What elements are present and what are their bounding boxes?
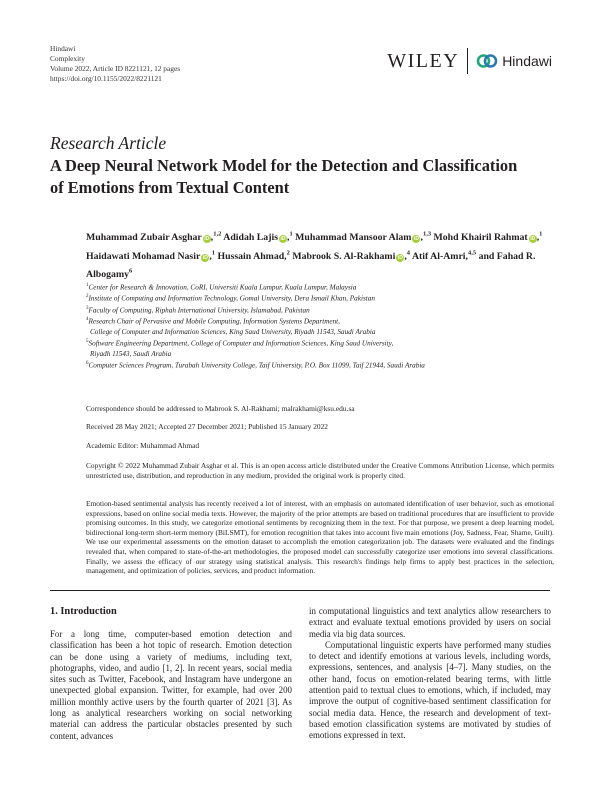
author-name: Muhammad Mansoor Alam bbox=[295, 232, 412, 244]
publisher-name: Hindawi bbox=[50, 44, 76, 53]
author-name: and Fahad R. Albogamy bbox=[86, 250, 536, 281]
affiliation-number: 4 bbox=[86, 317, 89, 323]
author-name: Mabrook S. Al-Rakhami bbox=[292, 250, 396, 262]
author-entry: Adidah Lajis iD ,$^1$ bbox=[223, 231, 293, 244]
orcid-icon[interactable]: iD bbox=[397, 254, 403, 261]
author-affiliation-sup: 4 bbox=[406, 249, 411, 257]
affiliation-text: Software Engineering Department, College of Computer and Information Sciences, King Saud University, bbox=[88, 339, 394, 348]
affiliation-item bbox=[86, 304, 556, 315]
hindawi-wordmark: Hindawi bbox=[502, 53, 552, 69]
author-name: Adidah Lajis bbox=[223, 232, 279, 244]
author-affiliation-sup: 1,3 bbox=[422, 231, 432, 238]
affiliation-text: Computer Sciences Program, Turabah University College, Taif University, P.O. Box 11099, Taif 21944, Saudi Arabia bbox=[88, 361, 425, 369]
orcid-icon[interactable]: iD bbox=[204, 236, 210, 243]
logo-divider bbox=[467, 48, 468, 74]
author-affiliation-sup: 2 bbox=[286, 249, 290, 257]
author-entry bbox=[217, 251, 289, 262]
author-affiliation-sup: 1 bbox=[539, 231, 543, 238]
paper-title: A Deep Neural Network Model for the Detection and Classification of Emotions from Textual Content bbox=[50, 156, 518, 197]
author-name: Haidawati Mohamad Nasir bbox=[86, 250, 201, 262]
author-entry: Muhammad Mansoor Alam iD ,$^{1,3}$ bbox=[295, 231, 432, 244]
affiliation-list bbox=[86, 281, 556, 370]
author-affiliation-sup: 1 bbox=[211, 249, 216, 257]
orcid-icon[interactable]: iD bbox=[280, 236, 286, 243]
affiliation-item bbox=[86, 315, 556, 326]
hindawi-logo bbox=[476, 53, 552, 69]
author-entry: Haidawati Mohamad Nasir iD ,$^1$ bbox=[86, 249, 216, 262]
hindawi-mark-icon bbox=[476, 53, 498, 69]
author-entry: Mabrook S. Al-Rakhami iD ,$^4$ bbox=[292, 249, 411, 262]
author-name: Atif Al-Amri, bbox=[411, 250, 468, 262]
correspondence-line: Correspondence should be addressed to Mabrook S. Al-Rakhami; malrakhami@ksu.edu.sa bbox=[86, 404, 355, 413]
publisher-logos bbox=[387, 48, 552, 74]
journal-name: Complexity bbox=[50, 54, 85, 63]
intro-paragraph-continued: in computational linguistics and text analytics allow researchers to extract and evaluate textual emotions provided by users on social media via big data sources. bbox=[309, 606, 551, 639]
section-heading: 1. Introduction bbox=[50, 606, 117, 617]
affiliation-text: Institute of Computing and Information Technology, Gomal University, Dera Ismail Khan, Pakistan bbox=[88, 294, 375, 303]
journal-meta bbox=[50, 44, 180, 84]
affiliation-number: 1 bbox=[86, 283, 89, 288]
received-dates: Received 28 May 2021; Accepted 27 December 2021; Published 15 January 2022 bbox=[86, 422, 328, 431]
affiliation-text: Faculty of Computing, Riphah International University, Islamabad, Pakistan bbox=[88, 306, 310, 315]
abstract: Emotion-based sentimental analysis has recently received a lot of interest, with an emphasis on automated identification of user behavior, such as emotional expressions, based on online social media texts. However, the majority of the prior attempts are based on traditional procedures that are insufficient to provide promising outcomes. In this study, we categorize emotional sentiments by recognizing them in the text. For that purpose, we present a deep learning model, bidirectional long-term short-term memory (BiLSMT), for emotion recognition that takes into account five main emotions (Joy, Sadness, Fear, Shame, Guilt). We use our experimental assessments on the emotion dataset to accomplish the emotion categorization job. The datasets were evaluated and the findings revealed that, when compared to state-of-the-art methodologies, the proposed model can successfully categorize user emotions into several classifications. Finally, we assess the efficacy of our strategy using statistical analysis. This research's findings help firms to apply best practices in the selection, management, and optimization of policies, services, and product information. bbox=[86, 499, 554, 576]
orcid-icon[interactable]: iD bbox=[202, 254, 208, 261]
affiliation-item bbox=[86, 292, 556, 303]
orcid-icon[interactable]: iD bbox=[413, 236, 419, 243]
affiliation-number: 6 bbox=[86, 360, 89, 366]
academic-editor: Academic Editor: Muhammad Ahmad bbox=[86, 441, 200, 450]
author-name: Mohd Khairil Rahmat bbox=[433, 232, 528, 244]
intro-paragraph-1: For a long time, computer-based emotion detection and classification has been a hot topic of research. Emotion detection can be done using a variety of mediums, including text, photographs, video, and audio [1, 2]. In recent years, social media sites such as Twitter, Facebook, and Instagram have undergone an unexpected global expansion. Twitter, for example, had over 200 million monthly active users by the fourth quarter of 2021 [3]. As long as analytical researchers working on social networking material can address the particular obstacles presented by such content, advances bbox=[50, 629, 292, 741]
intro-paragraph-2: Computational linguistic experts have performed many studies to detect and identify emotions at various levels, including words, expressions, sentences, and analysis [4–7]. Many studies, on the other hand, focus on emotion-related bearing terms, with little attention paid to textual clues to emotions, which, if included, may improve the output of cognitive-based sentiment classification for social media data. Hence, the research and development of text-based emotion classification systems are motivated by studies of emotions expressed in text. bbox=[309, 639, 551, 741]
section-divider bbox=[50, 590, 550, 591]
affiliation-text: Center for Research & Innovation, CoRI, Universiti Kuala Lumpur, Kuala Lumpur, Malaysia bbox=[88, 283, 357, 292]
affiliation-number: 5 bbox=[86, 339, 89, 345]
author-entry bbox=[412, 251, 476, 262]
copyright-notice: Copyright © 2022 Muhammad Zubair Asghar et al. This is an open access article distributed under the Creative Commons Attribution License, which permits unrestricted use, distribution, and reproduction in any medium, provided the original work is properly cited. bbox=[86, 461, 554, 480]
author-entry: Muhammad Zubair Asghar iD ,$^{1,2}$ bbox=[86, 231, 222, 244]
orcid-icon[interactable]: iD bbox=[530, 236, 536, 243]
affiliation-number: 3 bbox=[86, 305, 89, 311]
affiliation-continuation: Riyadh 11543, Saudi Arabia bbox=[90, 349, 172, 358]
article-type: Research Article bbox=[50, 133, 167, 153]
affiliation-number: 2 bbox=[86, 294, 89, 300]
left-column bbox=[50, 606, 292, 742]
affiliation-item bbox=[86, 359, 556, 370]
author-affiliation-sup: 4,5 bbox=[467, 249, 477, 257]
author-affiliation-sup: 1 bbox=[289, 231, 293, 238]
author-affiliation-sup: 6 bbox=[129, 267, 133, 275]
author-entry: Mohd Khairil Rahmat iD ,$^1$ bbox=[433, 231, 543, 244]
affiliation-text: Research Chair of Pervasive and Mobile Computing, Information Systems Department, bbox=[88, 317, 340, 326]
affiliation-continuation: College of Computer and Information Sciences, King Saud University, Riyadh 11543, Saudi Arabia bbox=[90, 327, 376, 336]
right-column bbox=[309, 606, 551, 742]
author-affiliation-sup: 1,2 bbox=[213, 231, 222, 238]
author-name: Hussain Ahmad, bbox=[217, 250, 287, 262]
author-list bbox=[86, 227, 556, 282]
affiliation-item bbox=[86, 281, 556, 292]
doi-link[interactable]: https://doi.org/10.1155/2022/8221121 bbox=[50, 74, 162, 83]
affiliation-item bbox=[86, 337, 556, 348]
volume-line: Volume 2022, Article ID 8221121, 12 pages bbox=[50, 64, 181, 73]
author-name: Muhammad Zubair Asghar bbox=[86, 232, 202, 244]
wiley-logo: WILEY bbox=[387, 49, 460, 72]
